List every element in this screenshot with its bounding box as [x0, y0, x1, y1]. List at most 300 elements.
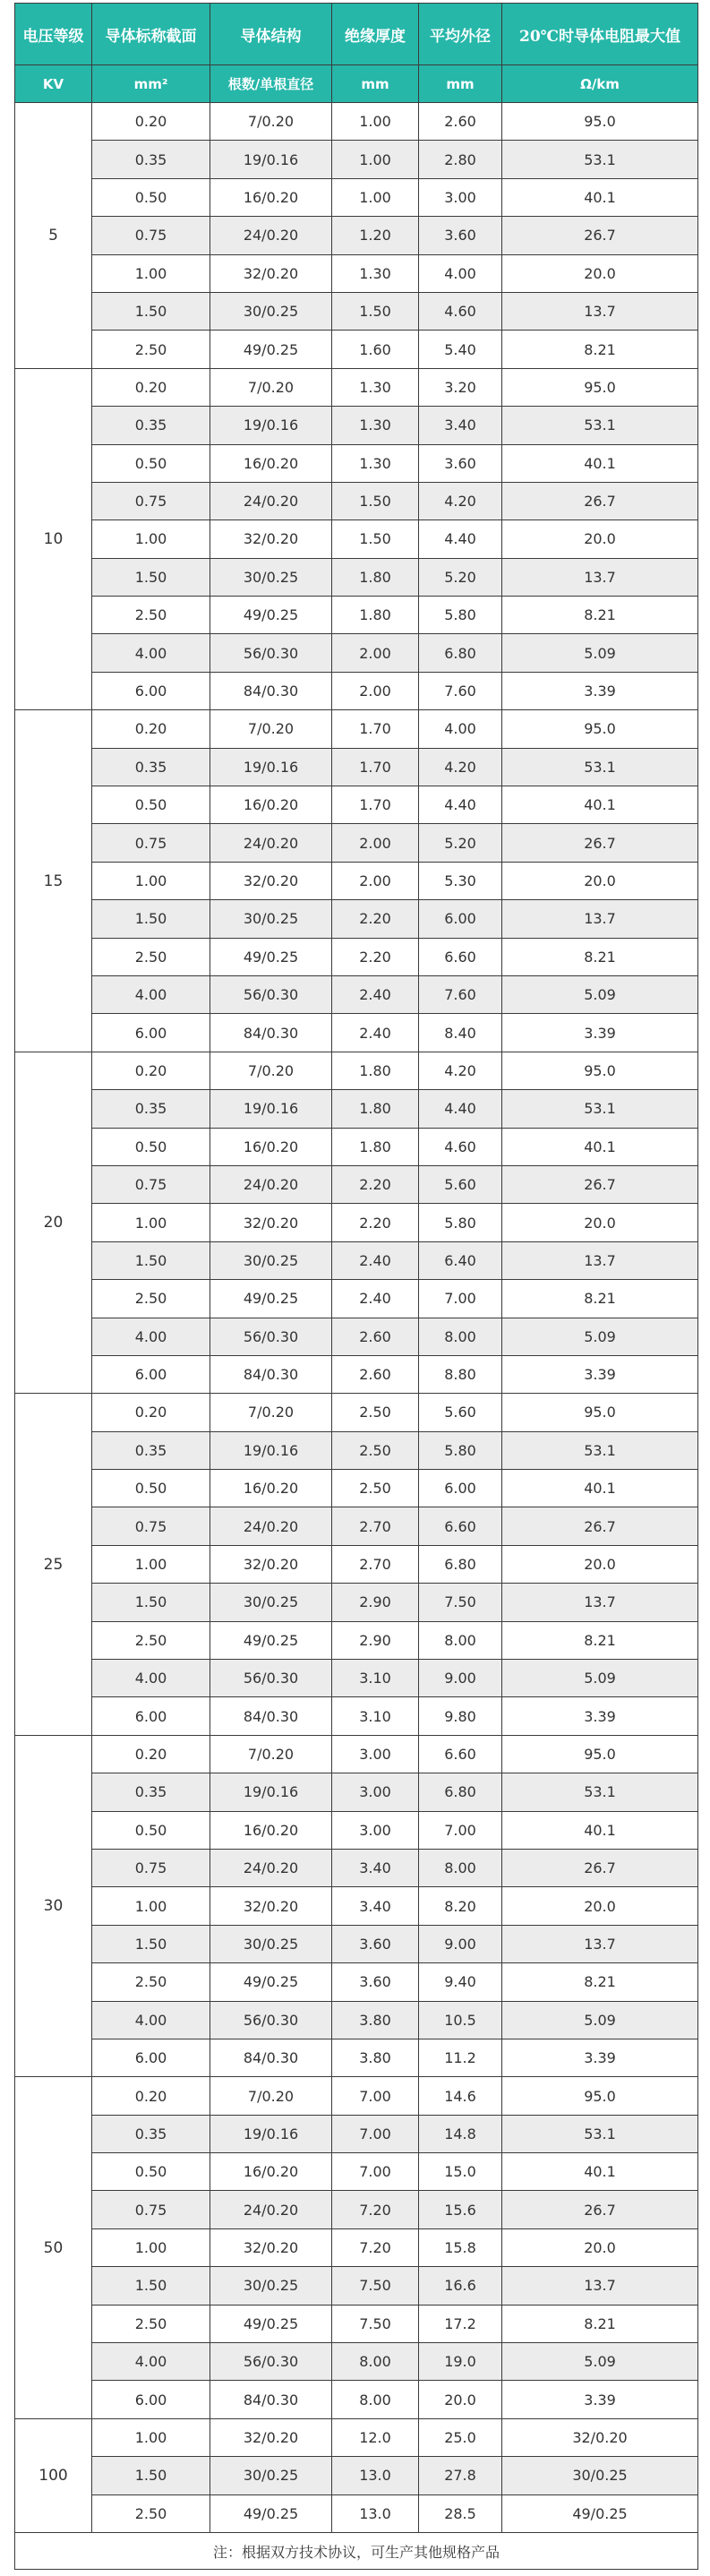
area-cell: 6.00 [92, 672, 210, 709]
table-row [15, 634, 698, 672]
area-cell: 0.35 [92, 407, 210, 444]
area-cell: 0.20 [92, 1735, 210, 1773]
voltage-cell: 15 [15, 710, 92, 1052]
insulation-cell: 3.10 [332, 1697, 419, 1735]
diameter-cell: 7.00 [419, 1811, 502, 1849]
insulation-cell: 7.00 [332, 2115, 419, 2152]
header-diameter: 平均外径 [419, 4, 502, 65]
insulation-cell: 1.60 [332, 331, 419, 368]
diameter-cell: 6.60 [419, 938, 502, 975]
resistance-cell: 5.09 [502, 1660, 698, 1697]
resistance-cell: 20.0 [502, 254, 698, 292]
area-cell: 0.35 [92, 1431, 210, 1469]
table-row [15, 1621, 698, 1659]
structure-cell: 49/0.25 [210, 1280, 332, 1318]
diameter-cell: 5.80 [419, 1204, 502, 1241]
table-row [15, 1545, 698, 1583]
diameter-cell: 3.60 [419, 217, 502, 254]
insulation-cell: 2.20 [332, 900, 419, 938]
table-row [15, 938, 698, 975]
resistance-cell: 8.21 [502, 331, 698, 368]
resistance-cell: 8.21 [502, 938, 698, 975]
structure-cell: 16/0.20 [210, 2153, 332, 2191]
table-row [15, 2494, 698, 2532]
structure-cell: 32/0.20 [210, 2418, 332, 2456]
resistance-cell: 20.0 [502, 520, 698, 558]
structure-cell: 19/0.16 [210, 141, 332, 178]
diameter-cell: 7.00 [419, 1280, 502, 1318]
structure-cell: 19/0.16 [210, 2115, 332, 2152]
area-cell: 1.50 [92, 1584, 210, 1621]
area-cell: 2.50 [92, 1621, 210, 1659]
diameter-cell: 5.20 [419, 824, 502, 862]
unit-area: mm² [92, 65, 210, 103]
structure-cell: 56/0.30 [210, 2001, 332, 2039]
insulation-cell: 2.50 [332, 1431, 419, 1469]
table-row [15, 1280, 698, 1318]
area-cell: 4.00 [92, 634, 210, 672]
area-cell: 0.75 [92, 1165, 210, 1203]
diameter-cell: 4.60 [419, 1128, 502, 1165]
table-row [15, 786, 698, 824]
table-row [15, 2343, 698, 2381]
area-cell: 4.00 [92, 975, 210, 1013]
resistance-cell: 40.1 [502, 1470, 698, 1507]
diameter-cell: 15.6 [419, 2191, 502, 2228]
area-cell: 6.00 [92, 2039, 210, 2076]
area-cell: 1.00 [92, 254, 210, 292]
insulation-cell: 1.50 [332, 292, 419, 330]
resistance-cell: 3.39 [502, 1697, 698, 1735]
table-row [15, 1925, 698, 1962]
resistance-cell: 26.7 [502, 1165, 698, 1203]
structure-cell: 7/0.20 [210, 1394, 332, 1431]
resistance-cell: 53.1 [502, 748, 698, 786]
table-row [15, 1052, 698, 1089]
area-cell: 0.35 [92, 748, 210, 786]
resistance-cell: 53.1 [502, 1090, 698, 1128]
resistance-cell: 30/0.25 [502, 2457, 698, 2494]
diameter-cell: 17.2 [419, 2305, 502, 2342]
insulation-cell: 2.60 [332, 1318, 419, 1355]
structure-cell: 32/0.20 [210, 2228, 332, 2266]
header-area: 导体标称截面 [92, 4, 210, 65]
diameter-cell: 28.5 [419, 2494, 502, 2532]
insulation-cell: 7.00 [332, 2077, 419, 2115]
table-row [15, 1660, 698, 1697]
table-row [15, 975, 698, 1013]
insulation-cell: 3.00 [332, 1811, 419, 1849]
structure-cell: 32/0.20 [210, 1545, 332, 1583]
structure-cell: 84/0.30 [210, 672, 332, 709]
structure-cell: 24/0.20 [210, 1849, 332, 1886]
structure-cell: 32/0.20 [210, 520, 332, 558]
area-cell: 1.00 [92, 2418, 210, 2456]
diameter-cell: 8.20 [419, 1887, 502, 1925]
diameter-cell: 5.80 [419, 1431, 502, 1469]
insulation-cell: 2.20 [332, 1204, 419, 1241]
area-cell: 0.20 [92, 368, 210, 406]
unit-insulation: mm [332, 65, 419, 103]
structure-cell: 16/0.20 [210, 444, 332, 482]
insulation-cell: 13.0 [332, 2494, 419, 2532]
resistance-cell: 40.1 [502, 444, 698, 482]
insulation-cell: 1.80 [332, 597, 419, 634]
resistance-cell: 3.39 [502, 1014, 698, 1052]
area-cell: 2.50 [92, 2305, 210, 2342]
structure-cell: 7/0.20 [210, 2077, 332, 2115]
voltage-cell: 30 [15, 1735, 92, 2077]
structure-cell: 32/0.20 [210, 1204, 332, 1241]
area-cell: 0.50 [92, 1811, 210, 1849]
resistance-cell: 5.09 [502, 634, 698, 672]
structure-cell: 24/0.20 [210, 482, 332, 519]
table-row [15, 1811, 698, 1849]
area-cell: 1.50 [92, 1925, 210, 1962]
area-cell: 2.50 [92, 1280, 210, 1318]
area-cell: 6.00 [92, 1355, 210, 1393]
header-row [15, 4, 698, 65]
table-row [15, 2001, 698, 2039]
structure-cell: 56/0.30 [210, 1318, 332, 1355]
resistance-cell: 40.1 [502, 2153, 698, 2191]
resistance-cell: 26.7 [502, 824, 698, 862]
area-cell: 6.00 [92, 1697, 210, 1735]
insulation-cell: 2.00 [332, 672, 419, 709]
table-row [15, 672, 698, 709]
header-insulation: 绝缘厚度 [332, 4, 419, 65]
area-cell: 1.00 [92, 862, 210, 899]
diameter-cell: 3.00 [419, 178, 502, 216]
area-cell: 0.20 [92, 1394, 210, 1431]
structure-cell: 49/0.25 [210, 597, 332, 634]
resistance-cell: 13.7 [502, 558, 698, 596]
structure-cell: 16/0.20 [210, 1470, 332, 1507]
header-resistance: 20℃时导体电阻最大值 [502, 4, 698, 65]
table-row [15, 1963, 698, 2001]
resistance-cell: 53.1 [502, 141, 698, 178]
insulation-cell: 1.00 [332, 141, 419, 178]
area-cell: 1.00 [92, 1545, 210, 1583]
insulation-cell: 1.80 [332, 1090, 419, 1128]
table-row [15, 1394, 698, 1431]
area-cell: 0.75 [92, 482, 210, 519]
resistance-cell: 40.1 [502, 1128, 698, 1165]
structure-cell: 30/0.25 [210, 2267, 332, 2305]
table-row [15, 1165, 698, 1203]
insulation-cell: 2.00 [332, 862, 419, 899]
note-row [15, 2533, 698, 2570]
area-cell: 0.50 [92, 1470, 210, 1507]
structure-cell: 84/0.30 [210, 1014, 332, 1052]
diameter-cell: 4.00 [419, 710, 502, 748]
insulation-cell: 1.00 [332, 103, 419, 141]
insulation-cell: 1.50 [332, 482, 419, 519]
table-row [15, 2115, 698, 2152]
table-row [15, 2228, 698, 2266]
header-voltage: 电压等级 [15, 4, 92, 65]
insulation-cell: 1.70 [332, 748, 419, 786]
resistance-cell: 53.1 [502, 1431, 698, 1469]
diameter-cell: 6.60 [419, 1735, 502, 1773]
structure-cell: 19/0.16 [210, 1090, 332, 1128]
resistance-cell: 13.7 [502, 2267, 698, 2305]
resistance-cell: 95.0 [502, 710, 698, 748]
table-row [15, 141, 698, 178]
insulation-cell: 2.40 [332, 975, 419, 1013]
insulation-cell: 12.0 [332, 2418, 419, 2456]
area-cell: 1.50 [92, 900, 210, 938]
resistance-cell: 26.7 [502, 2191, 698, 2228]
unit-voltage: KV [15, 65, 92, 103]
resistance-cell: 13.7 [502, 900, 698, 938]
resistance-cell: 3.39 [502, 2381, 698, 2418]
structure-cell: 56/0.30 [210, 634, 332, 672]
resistance-cell: 8.21 [502, 1621, 698, 1659]
table-row [15, 254, 698, 292]
diameter-cell: 20.0 [419, 2381, 502, 2418]
diameter-cell: 2.80 [419, 141, 502, 178]
insulation-cell: 1.70 [332, 710, 419, 748]
resistance-cell: 3.39 [502, 2039, 698, 2076]
insulation-cell: 7.00 [332, 2153, 419, 2191]
resistance-cell: 26.7 [502, 1849, 698, 1886]
resistance-cell: 49/0.25 [502, 2494, 698, 2532]
resistance-cell: 5.09 [502, 975, 698, 1013]
resistance-cell: 20.0 [502, 2228, 698, 2266]
area-cell: 4.00 [92, 1318, 210, 1355]
diameter-cell: 5.30 [419, 862, 502, 899]
resistance-cell: 13.7 [502, 1241, 698, 1279]
insulation-cell: 3.60 [332, 1925, 419, 1962]
structure-cell: 49/0.25 [210, 2494, 332, 2532]
insulation-cell: 3.10 [332, 1660, 419, 1697]
area-cell: 0.20 [92, 2077, 210, 2115]
table-row [15, 178, 698, 216]
diameter-cell: 14.6 [419, 2077, 502, 2115]
area-cell: 0.35 [92, 2115, 210, 2152]
area-cell: 0.75 [92, 1507, 210, 1545]
insulation-cell: 3.40 [332, 1887, 419, 1925]
structure-cell: 49/0.25 [210, 1963, 332, 2001]
area-cell: 0.20 [92, 1052, 210, 1089]
insulation-cell: 8.00 [332, 2381, 419, 2418]
diameter-cell: 15.8 [419, 2228, 502, 2266]
area-cell: 4.00 [92, 1660, 210, 1697]
insulation-cell: 1.30 [332, 407, 419, 444]
diameter-cell: 6.40 [419, 1241, 502, 1279]
diameter-cell: 6.80 [419, 1545, 502, 1583]
table-row [15, 407, 698, 444]
structure-cell: 84/0.30 [210, 1355, 332, 1393]
resistance-cell: 95.0 [502, 1394, 698, 1431]
table-row [15, 1849, 698, 1886]
resistance-cell: 20.0 [502, 862, 698, 899]
area-cell: 1.50 [92, 1241, 210, 1279]
insulation-cell: 2.90 [332, 1584, 419, 1621]
insulation-cell: 1.30 [332, 368, 419, 406]
diameter-cell: 25.0 [419, 2418, 502, 2456]
table-row [15, 292, 698, 330]
voltage-cell: 100 [15, 2418, 92, 2532]
table-row [15, 103, 698, 141]
voltage-cell: 5 [15, 103, 92, 369]
resistance-cell: 95.0 [502, 368, 698, 406]
table-row [15, 1318, 698, 1355]
table-row [15, 1773, 698, 1811]
diameter-cell: 7.50 [419, 1584, 502, 1621]
unit-resistance: Ω/km [502, 65, 698, 103]
structure-cell: 19/0.16 [210, 748, 332, 786]
table-row [15, 217, 698, 254]
insulation-cell: 8.00 [332, 2343, 419, 2381]
diameter-cell: 9.00 [419, 1660, 502, 1697]
table-row [15, 2457, 698, 2494]
resistance-cell: 20.0 [502, 1545, 698, 1583]
area-cell: 0.35 [92, 1773, 210, 1811]
diameter-cell: 19.0 [419, 2343, 502, 2381]
insulation-cell: 1.00 [332, 178, 419, 216]
diameter-cell: 8.00 [419, 1621, 502, 1659]
table-row [15, 558, 698, 596]
diameter-cell: 16.6 [419, 2267, 502, 2305]
structure-cell: 30/0.25 [210, 558, 332, 596]
area-cell: 4.00 [92, 2343, 210, 2381]
resistance-cell: 40.1 [502, 1811, 698, 1849]
diameter-cell: 9.80 [419, 1697, 502, 1735]
resistance-cell: 3.39 [502, 672, 698, 709]
area-cell: 2.50 [92, 2494, 210, 2532]
structure-cell: 7/0.20 [210, 710, 332, 748]
structure-cell: 32/0.20 [210, 254, 332, 292]
structure-cell: 16/0.20 [210, 1811, 332, 1849]
insulation-cell: 1.50 [332, 520, 419, 558]
insulation-cell: 7.50 [332, 2267, 419, 2305]
diameter-cell: 8.80 [419, 1355, 502, 1393]
voltage-cell: 10 [15, 368, 92, 710]
resistance-cell: 53.1 [502, 2115, 698, 2152]
area-cell: 2.50 [92, 1963, 210, 2001]
resistance-cell: 26.7 [502, 482, 698, 519]
resistance-cell: 95.0 [502, 1735, 698, 1773]
insulation-cell: 3.00 [332, 1735, 419, 1773]
table-row [15, 2039, 698, 2076]
area-cell: 1.50 [92, 558, 210, 596]
insulation-cell: 2.40 [332, 1280, 419, 1318]
insulation-cell: 2.90 [332, 1621, 419, 1659]
structure-cell: 19/0.16 [210, 1431, 332, 1469]
diameter-cell: 8.00 [419, 1318, 502, 1355]
structure-cell: 24/0.20 [210, 1507, 332, 1545]
diameter-cell: 9.40 [419, 1963, 502, 2001]
insulation-cell: 3.00 [332, 1773, 419, 1811]
diameter-cell: 5.40 [419, 331, 502, 368]
structure-cell: 24/0.20 [210, 217, 332, 254]
area-cell: 0.20 [92, 710, 210, 748]
area-cell: 6.00 [92, 1014, 210, 1052]
area-cell: 2.50 [92, 597, 210, 634]
area-cell: 1.00 [92, 1887, 210, 1925]
insulation-cell: 2.00 [332, 634, 419, 672]
table-body [15, 103, 698, 2533]
table-row [15, 1735, 698, 1773]
structure-cell: 16/0.20 [210, 1128, 332, 1165]
unit-diameter: mm [419, 65, 502, 103]
diameter-cell: 4.20 [419, 748, 502, 786]
resistance-cell: 13.7 [502, 292, 698, 330]
resistance-cell: 5.09 [502, 2343, 698, 2381]
diameter-cell: 10.5 [419, 2001, 502, 2039]
resistance-cell: 5.09 [502, 2001, 698, 2039]
table-row [15, 900, 698, 938]
resistance-cell: 8.21 [502, 1963, 698, 2001]
table-row [15, 2418, 698, 2456]
resistance-cell: 40.1 [502, 178, 698, 216]
resistance-cell: 20.0 [502, 1204, 698, 1241]
diameter-cell: 11.2 [419, 2039, 502, 2076]
table-row [15, 2381, 698, 2418]
table-row [15, 1128, 698, 1165]
table-row [15, 862, 698, 899]
structure-cell: 84/0.30 [210, 2381, 332, 2418]
voltage-cell: 50 [15, 2077, 92, 2419]
area-cell: 0.75 [92, 824, 210, 862]
area-cell: 1.00 [92, 2228, 210, 2266]
table-row [15, 2267, 698, 2305]
resistance-cell: 95.0 [502, 103, 698, 141]
table-footer [15, 2533, 698, 2570]
area-cell: 0.50 [92, 178, 210, 216]
insulation-cell: 3.80 [332, 2001, 419, 2039]
area-cell: 2.50 [92, 938, 210, 975]
unit-structure: 根数/单根直径 [210, 65, 332, 103]
table-row [15, 1887, 698, 1925]
structure-cell: 7/0.20 [210, 1052, 332, 1089]
area-cell: 2.50 [92, 331, 210, 368]
insulation-cell: 1.80 [332, 558, 419, 596]
resistance-cell: 20.0 [502, 1887, 698, 1925]
insulation-cell: 2.20 [332, 938, 419, 975]
structure-cell: 24/0.20 [210, 1165, 332, 1203]
diameter-cell: 3.60 [419, 444, 502, 482]
area-cell: 0.35 [92, 141, 210, 178]
structure-cell: 30/0.25 [210, 900, 332, 938]
structure-cell: 56/0.30 [210, 975, 332, 1013]
resistance-cell: 5.09 [502, 1318, 698, 1355]
area-cell: 0.75 [92, 2191, 210, 2228]
resistance-cell: 32/0.20 [502, 2418, 698, 2456]
structure-cell: 49/0.25 [210, 938, 332, 975]
area-cell: 0.50 [92, 2153, 210, 2191]
table-row [15, 2305, 698, 2342]
diameter-cell: 4.40 [419, 1090, 502, 1128]
diameter-cell: 5.80 [419, 597, 502, 634]
resistance-cell: 95.0 [502, 1052, 698, 1089]
insulation-cell: 1.30 [332, 254, 419, 292]
insulation-cell: 1.80 [332, 1128, 419, 1165]
insulation-cell: 2.50 [332, 1470, 419, 1507]
table-header [15, 4, 698, 103]
resistance-cell: 3.39 [502, 1355, 698, 1393]
diameter-cell: 4.00 [419, 254, 502, 292]
structure-cell: 49/0.25 [210, 2305, 332, 2342]
resistance-cell: 53.1 [502, 407, 698, 444]
insulation-cell: 3.80 [332, 2039, 419, 2076]
diameter-cell: 14.8 [419, 2115, 502, 2152]
structure-cell: 32/0.20 [210, 1887, 332, 1925]
structure-cell: 16/0.20 [210, 786, 332, 824]
table-row [15, 368, 698, 406]
